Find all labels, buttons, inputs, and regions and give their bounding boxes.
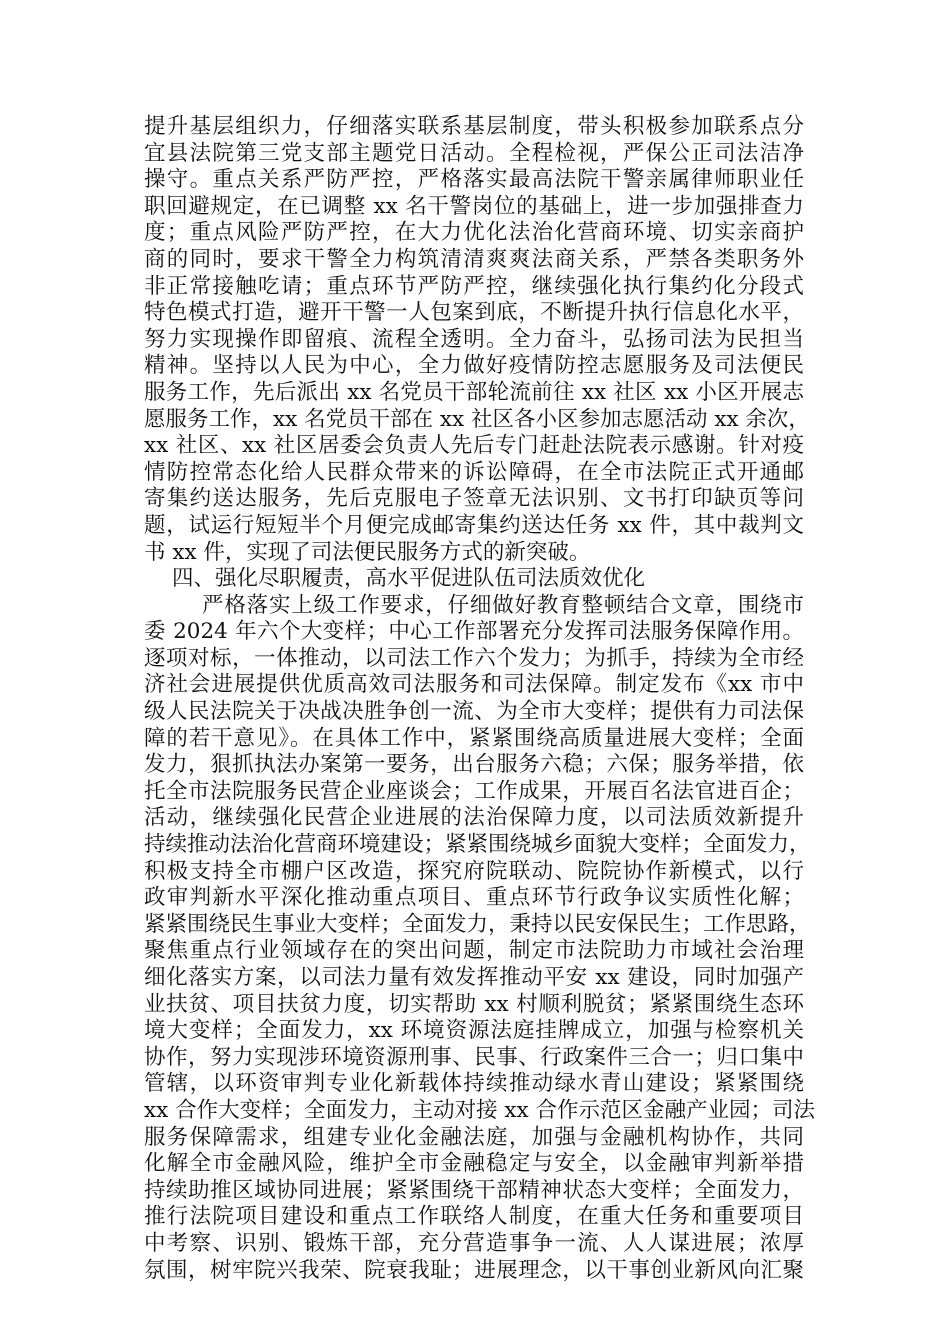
- text-line: 活动，继续强化民营企业进展的法治保障力度，以司法质效新提升: [144, 805, 804, 831]
- text-line: 托全市法院服务民营企业座谈会；工作成果，开展百名法官进百企；: [144, 778, 804, 804]
- text-line: xx 社区、xx 社区居委会负责人先后专门赶赴法院表示感谢。针对疫: [144, 433, 804, 459]
- text-line: 宜县法院第三党支部主题党日活动。全程检视，严保公正司法洁净: [144, 140, 804, 166]
- text-line: 化解全市金融风险，维护全市金融稳定与安全，以金融审判新举措: [144, 1151, 804, 1177]
- text-line: 济社会进展提供优质高效司法服务和司法保障。制定发布《xx 市中: [144, 672, 804, 698]
- text-line: 政审判新水平深化推动重点项目、重点环节行政争议实质性化解；: [144, 885, 804, 911]
- text-line: 障的若干意见》。在具体工作中，紧紧围绕高质量进展大变样；全面: [144, 725, 804, 751]
- text-line: 聚焦重点行业领域存在的突出问题，制定市法院助力市域社会治理: [144, 938, 804, 964]
- section-heading: 四、强化尽职履责，高水平促进队伍司法质效优化: [172, 566, 646, 592]
- text-line: 操守。重点关系严防严控，严格落实最高法院干警亲属律师职业任: [144, 167, 804, 193]
- text-line: 级人民法院关于决战决胜争创一流、为全市大变样；提供有力司法保: [144, 699, 804, 725]
- text-line: 愿服务工作，xx 名党员干部在 xx 社区各小区参加志愿活动 xx 余次，: [144, 406, 810, 432]
- text-line: 精神。坚持以人民为中心，全力做好疫情防控志愿服务及司法便民: [144, 353, 804, 379]
- text-line: 管辖，以环资审判专业化新载体持续推动绿水青山建设；紧紧围绕: [144, 1071, 804, 1097]
- text-line: 委 2024 年六个大变样；中心工作部署充分发挥司法服务保障作用。: [144, 619, 804, 645]
- text-line: 发力，狠抓执法办案第一要务，出台服务六稳；六保；服务举措，依: [144, 752, 804, 778]
- text-line: 持续推动法治化营商环境建设；紧紧围绕城乡面貌大变样；全面发力，: [144, 832, 811, 858]
- text-line: 细化落实方案，以司法力量有效发挥推动平安 xx 建设，同时加强产: [144, 965, 804, 990]
- text-line: 严格落实上级工作要求，仔细做好教育整顿结合文章，围绕市: [202, 592, 804, 618]
- text-line: 书 xx 件，实现了司法便民服务方式的新突破。: [144, 539, 591, 565]
- text-line: 努力实现操作即留痕、流程全透明。全力奋斗，弘扬司法为民担当: [144, 326, 804, 352]
- text-line: 度；重点风险严防严控，在大力优化法治化营商环境、切实亲商护: [144, 220, 804, 246]
- text-line: 商的同时，要求干警全力构筑清清爽爽法商关系，严禁各类职务外: [144, 246, 804, 272]
- text-line: 服务工作，先后派出 xx 名党员干部轮流前往 xx 社区 xx 小区开展志: [144, 379, 804, 405]
- document-page: [144, 114, 816, 1284]
- text-line: 氛围，树牢院兴我荣、院衰我耻；进展理念，以干事创业新风向汇聚: [144, 1257, 804, 1283]
- text-line: 业扶贫、项目扶贫力度，切实帮助 xx 村顺利脱贫；紧紧围绕生态环: [144, 991, 804, 1017]
- text-line: 情防控常态化给人民群众带来的诉讼障碍，在全市法院正式开通邮: [144, 459, 804, 485]
- text-line: 积极支持全市棚户区改造，探究府院联动、院院协作新模式，以行: [144, 858, 804, 884]
- text-line: xx 合作大变样；全面发力，主动对接 xx 合作示范区金融产业园；司法: [144, 1097, 816, 1123]
- text-line: 题，试运行短短半个月便完成邮寄集约送达任务 xx 件，其中裁判文: [144, 512, 804, 538]
- text-line: 中考察、识别、锻炼干部，充分营造事争一流、人人谋进展；浓厚: [144, 1230, 804, 1256]
- text-line: 职回避规定，在已调整 xx 名干警岗位的基础上，进一步加强排查力: [144, 193, 804, 219]
- text-line: 服务保障需求，组建专业化金融法庭，加强与金融机构协作，共同: [144, 1124, 804, 1150]
- text-line: 境大变样；全面发力，xx 环境资源法庭挂牌成立，加强与检察机关: [144, 1018, 804, 1044]
- text-line: 紧紧围绕民生事业大变样；全面发力，秉持以民安保民生；工作思路，: [144, 911, 811, 937]
- text-line: 协作，努力实现涉环境资源刑事、民事、行政案件三合一；归口集中: [144, 1044, 804, 1070]
- paragraph-1: [144, 114, 810, 566]
- text-line: 特色模式打造，避开干警一人包案到底，不断提升执行信息化水平，: [144, 300, 804, 326]
- text-line: 逐项对标，一体推动，以司法工作六个发力；为抓手，持续为全市经: [144, 645, 804, 671]
- text-line: 持续助推区域协同进展；紧紧围绕干部精神状态大变样；全面发力，: [144, 1177, 804, 1203]
- text-line: 推行法院项目建设和重点工作联络人制度，在重大任务和重要项目: [144, 1204, 804, 1230]
- text-line: 非正常接触吃请；重点环节严防严控，继续强化执行集约化分段式: [144, 273, 804, 299]
- paragraph-2: [144, 592, 816, 1284]
- text-line: 寄集约送达服务，先后克服电子签章无法识别、文书打印缺页等问: [144, 486, 804, 512]
- text-line: 提升基层组织力，仔细落实联系基层制度，带头积极参加联系点分: [144, 114, 804, 139]
